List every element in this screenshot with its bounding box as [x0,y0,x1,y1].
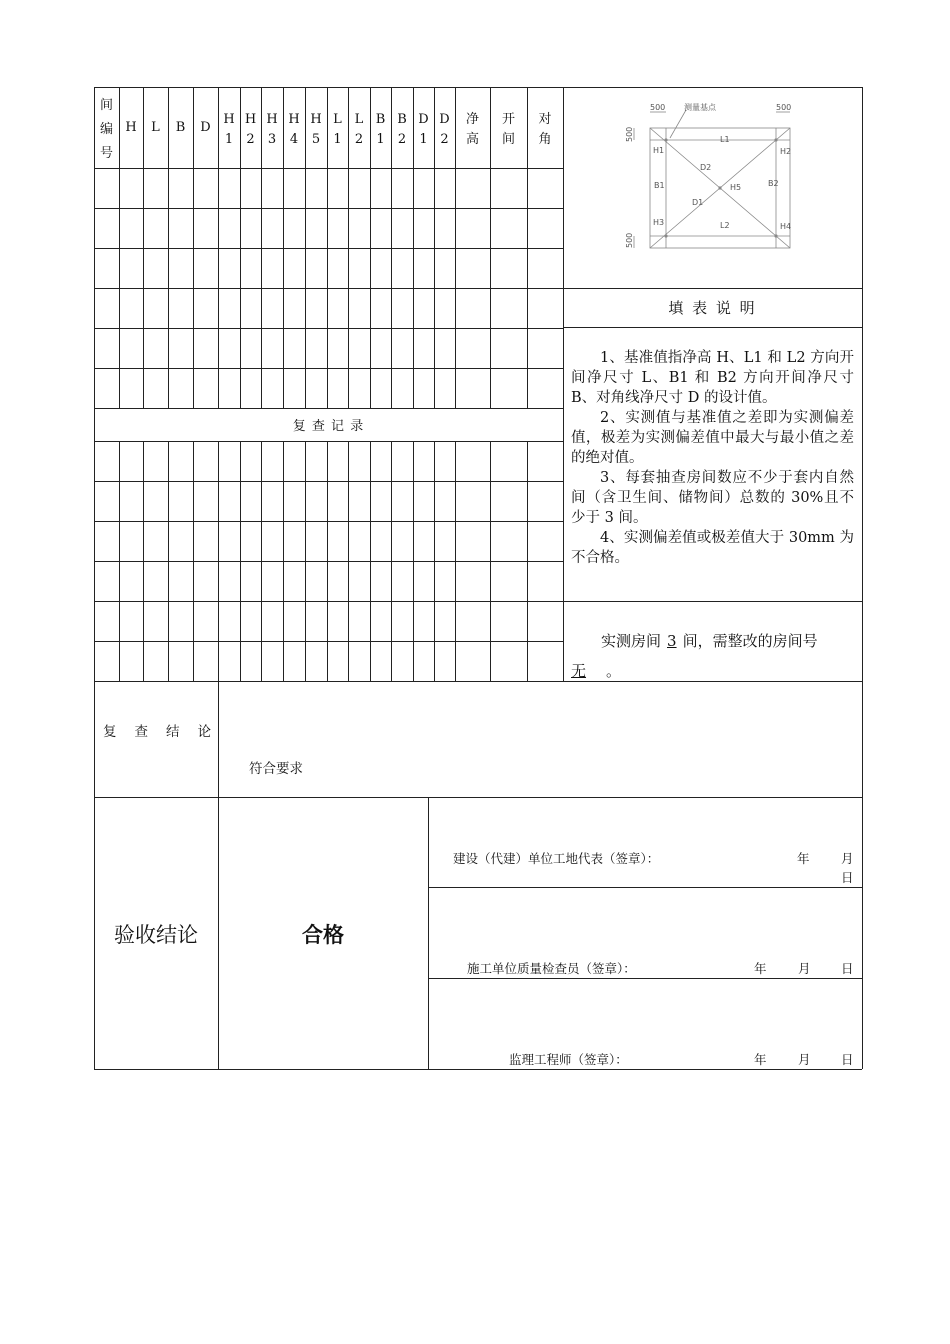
signature-line [428,887,862,888]
signature-supervisor-day: 日 [841,1052,854,1067]
column-header-char: L [354,112,364,127]
column-header [413,110,434,150]
signature-client-year: 年 [797,851,810,866]
label-h2: H2 [780,147,792,156]
acceptance-result: 合格 [302,922,344,947]
table-col-line [455,441,456,681]
column-header-char: 4 [289,132,299,147]
table-col-line [119,441,120,681]
section-col-line [428,797,429,1069]
column-header [348,110,370,150]
column-header-char: L [151,120,160,135]
table-col-line [391,441,392,681]
column-header [434,110,455,150]
label-h3: H3 [653,218,665,227]
dim-500-left-top: 500 [625,126,634,142]
table-row-line [94,441,563,442]
measured-middle: 间，需整改的房间号 [682,632,818,650]
table-col-line [143,441,144,681]
column-header-char: 间 [99,98,113,113]
column-header [168,120,193,136]
label-d1: D1 [692,198,704,207]
table-col-line [305,441,306,681]
panel-line [563,327,862,328]
table-col-line [327,441,328,681]
label-h5: H5 [730,183,742,192]
table-border-right [862,87,863,1069]
column-header [305,110,327,150]
column-header-char: H [244,112,257,127]
column-header-char: 5 [311,132,321,147]
table-col-line [283,441,284,681]
column-header [143,120,168,136]
measured-count: 3 [667,632,677,650]
table-col-line [240,441,241,681]
instruction-item: 4、实测偏差值或极差值大于 30mm 为不合格。 [571,530,854,566]
column-header [490,110,527,150]
table-col-line [261,441,262,681]
table-col-line [434,441,435,681]
instruction-item: 2、实测值与基准值之差即为实测偏差值，极差为实测偏差值中最大与最小值之差的绝对值。 [571,410,854,466]
table-row-line [94,328,563,329]
column-header-char: 1 [224,132,234,147]
instruction-item: 3、每套抽查房间数应不少于套内自然间（含卫生间、储物间）总数的 30%且不少于 3 间。 [571,470,854,526]
table-col-line [370,441,371,681]
column-header-char: 编 [99,122,113,137]
column-header [119,120,143,136]
signature-supervisor-month: 月 [798,1052,811,1067]
recheck-record-title: 复 查 记 录 [292,418,365,434]
signature-client-month: 月 [841,851,854,866]
signature-contractor-role: 施工单位质量检查员（签章）： [467,961,636,976]
column-header-char: 3 [267,132,277,147]
table-row-line [94,368,563,369]
measured-prefix: 实测房间 [601,632,662,650]
column-header-char: D [418,112,429,127]
table-row-line [94,288,563,289]
column-header [327,110,348,150]
acceptance-conclusion-label: 验收结论 [114,922,198,947]
recheck-conclusion-label: 复 查 结 论 [103,724,211,740]
table-row-line [94,168,563,169]
column-header-char: 号 [99,146,113,161]
dim-500-top-left: 500 [650,103,666,112]
dim-500-left-bottom: 500 [625,232,634,248]
column-header-char: 高 [465,132,479,147]
table-col-line [218,441,219,681]
column-header-char: 1 [419,132,428,147]
column-header [218,110,240,150]
label-l2: L2 [720,221,730,230]
signature-client-role: 建设（代建）单位工地代表（签章）： [453,851,660,866]
label-b2: B2 [768,179,779,188]
signature-contractor-day: 日 [841,961,854,976]
table-col-line [527,441,528,681]
column-header [455,110,490,150]
column-header-char: 净 [465,112,479,127]
table-col-line [348,441,349,681]
column-header-char: H [223,112,235,127]
column-header [261,110,283,150]
measured-rooms-text [571,626,854,686]
table-row-line [94,481,563,482]
table-col-line [168,441,169,681]
column-header [94,94,119,166]
measured-suffix: 。 [606,662,622,680]
signature-contractor-year: 年 [754,961,767,976]
column-header-char: 角 [538,132,552,147]
table-row-line [94,641,563,642]
table-col-line [490,441,491,681]
column-header-char: 1 [333,132,342,147]
column-header-char: H [266,112,278,127]
column-header-char: 2 [440,132,449,147]
rectify-rooms: 无 [571,662,587,680]
column-header-char: 2 [354,132,364,147]
instructions-body [571,348,854,568]
table-row-line [94,561,563,562]
panel-line [563,601,862,602]
instructions-title: 填 表 说 明 [668,299,757,317]
column-header-char: B [375,112,386,127]
recheck-conclusion-value: 符合要求 [249,761,303,777]
dim-500-top-right: 500 [776,103,792,112]
column-header [527,110,563,150]
signature-line [428,978,862,979]
signature-supervisor-role: 监理工程师（签章）： [509,1052,628,1067]
column-header-char: 开 [501,112,515,127]
column-header [240,110,261,150]
label-l1: L1 [720,135,730,144]
column-header [193,120,218,136]
column-header [283,110,305,150]
label-h4: H4 [780,222,792,231]
column-header-char: D [439,112,450,127]
column-header-char: L [333,112,342,127]
table-row-line [94,208,563,209]
table-col-line [193,441,194,681]
signature-contractor-month: 月 [798,961,811,976]
label-b1: B1 [654,181,665,190]
column-header-char: B [175,120,186,135]
column-header-char: H [310,112,322,127]
signature-client-day: 日 [841,870,854,885]
column-header-char: 1 [376,132,385,147]
column-header-char: H [125,120,137,135]
column-header [370,110,391,150]
column-header [391,110,413,150]
table-col-line [413,441,414,681]
label-d2: D2 [700,163,712,172]
table-row-line [94,601,563,602]
ref-point-label: 测量基点 [684,103,716,112]
column-header-char: H [288,112,300,127]
column-header-char: 对 [538,112,552,127]
label-h1: H1 [653,146,665,155]
measurement-diagram [620,100,810,255]
column-header-char: 2 [397,132,407,147]
column-header-char: B [397,112,407,127]
column-header-char: 间 [501,132,515,147]
column-header-char: D [200,120,211,135]
table-border-top [94,87,862,88]
table-row-line [94,521,563,522]
table-col-line [563,87,564,681]
signature-supervisor-year: 年 [754,1052,767,1067]
instruction-item: 1、基准值指净高 H、L1 和 L2 方向开间净尺寸 L、B1 和 B2 方向开间净尺寸 B、对角线净尺寸 D 的设计值。 [571,350,854,406]
table-row-line [94,248,563,249]
column-header-char: 2 [246,132,255,147]
